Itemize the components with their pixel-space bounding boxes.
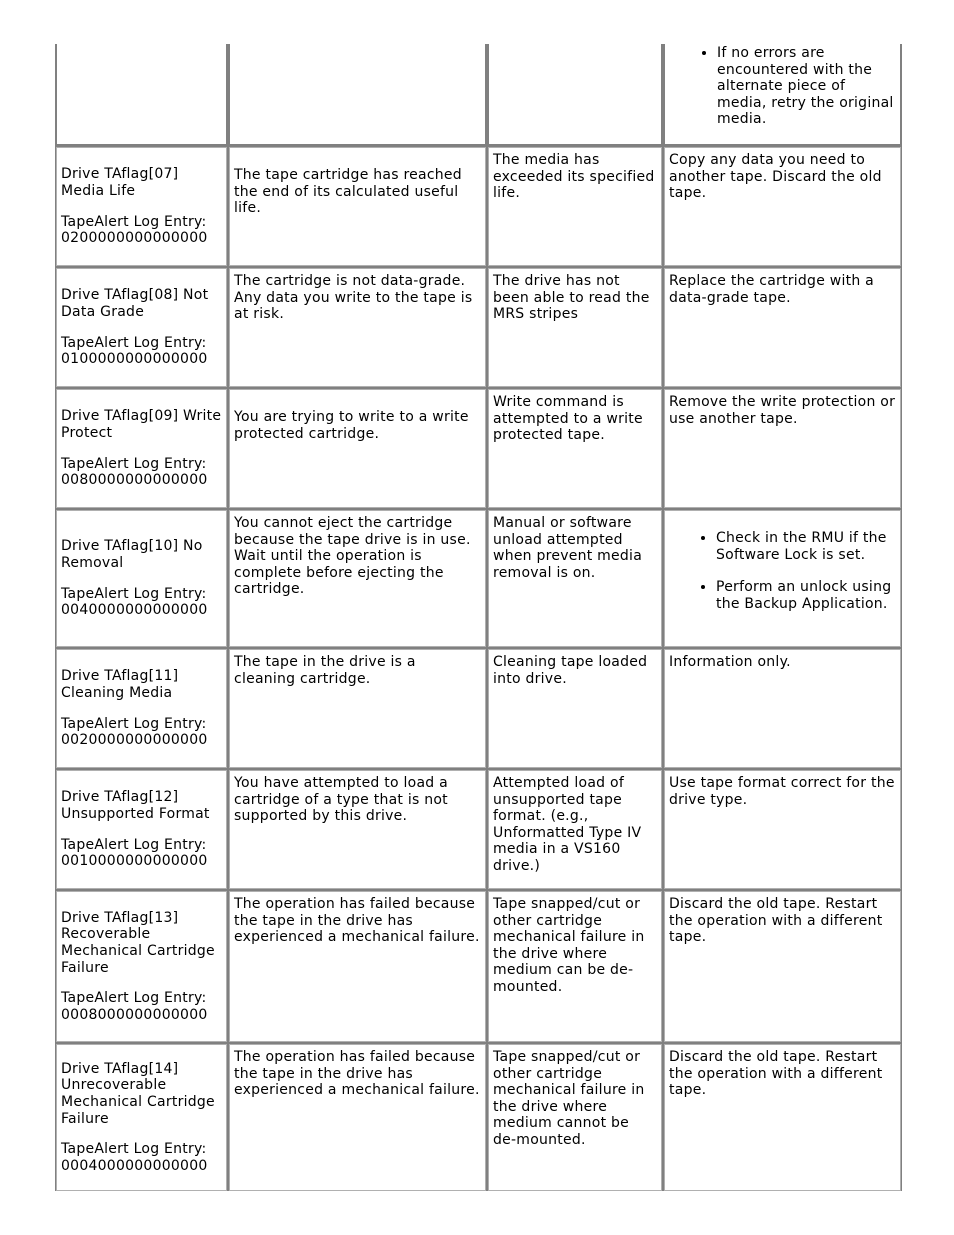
action-cell <box>663 890 902 1043</box>
drive-flag-cell <box>55 388 228 509</box>
table-row <box>55 44 902 146</box>
log-entry-label: TapeAlert Log Entry: <box>61 213 207 230</box>
action-text: Use tape format correct for the drive type. <box>669 775 895 808</box>
description-cell <box>228 44 487 146</box>
action-text: Replace the cartridge with a data-grade tape. <box>669 273 874 306</box>
description-cell <box>228 648 487 769</box>
cause-cell <box>487 146 663 267</box>
cause-text: Tape snapped/cut or other cartridge mechanical failure in the drive where medium can be de-mounted. <box>493 896 645 995</box>
drive-flag-name: Drive TAflag[11] Cleaning Media <box>61 668 179 701</box>
action-list-item: • If no errors are encountered with the alternate piece of media, retry the original media. <box>717 45 895 128</box>
log-entry-label: TapeAlert Log Entry: <box>61 990 207 1007</box>
cause-cell <box>487 648 663 769</box>
description-text: You have attempted to load a cartridge of a type that is not supported by this drive. <box>234 775 448 825</box>
action-text: Information only. <box>669 654 791 670</box>
drive-flag-cell <box>55 509 228 648</box>
cause-cell <box>487 267 663 388</box>
action-cell <box>663 388 902 509</box>
log-entry-value: 0020000000000000 <box>61 732 208 749</box>
table-row <box>55 890 902 1043</box>
description-text: The operation has failed because the tape in the drive has experienced a mechanical failure. <box>234 1049 480 1099</box>
table-row <box>55 509 902 648</box>
cause-text: Manual or software unload attempted when prevent media removal is on. <box>493 515 643 581</box>
drive-flag-name: Drive TAflag[08] Not Data Grade <box>61 287 209 320</box>
drive-flag-cell <box>55 648 228 769</box>
cause-cell <box>487 890 663 1043</box>
cause-text: The media has exceeded its specified life. <box>493 152 655 202</box>
log-entry-value: 0008000000000000 <box>61 1006 208 1023</box>
cause-text: Write command is attempted to a write protected tape. <box>493 394 643 444</box>
log-entry-label: TapeAlert Log Entry: <box>61 715 207 732</box>
log-entry-value: 0100000000000000 <box>61 351 208 368</box>
drive-flag-name: Drive TAflag[14] Unrecoverable Mechanical Cartridge Failure <box>61 1060 215 1127</box>
log-entry-value: 0200000000000000 <box>61 230 208 247</box>
drive-flag-cell <box>55 769 228 890</box>
action-cell <box>663 44 902 146</box>
drive-flag-cell <box>55 44 228 146</box>
drive-flag-name: Drive TAflag[12] Unsupported Format <box>61 789 210 822</box>
description-text: The operation has failed because the tape in the drive has experienced a mechanical failure. <box>234 896 480 946</box>
table-row <box>55 267 902 388</box>
drive-flag-name: Drive TAflag[09] Write Protect <box>61 408 222 441</box>
cause-text: Attempted load of unsupported tape format. (e.g., Unformatted Type IV media in a VS160 drive.) <box>493 775 642 874</box>
description-text: The tape in the drive is a cleaning cartridge. <box>234 654 416 687</box>
log-entry-label: TapeAlert Log Entry: <box>61 334 207 351</box>
table-row <box>55 388 902 509</box>
description-cell <box>228 890 487 1043</box>
action-list <box>670 45 895 128</box>
action-cell <box>663 1043 902 1191</box>
action-cell <box>663 509 902 648</box>
cause-cell <box>487 44 663 146</box>
table-row <box>55 769 902 890</box>
description-text: The tape cartridge has reached the end of its calculated useful life. <box>234 167 462 217</box>
log-entry-value: 0010000000000000 <box>61 853 208 870</box>
log-entry-label: TapeAlert Log Entry: <box>61 836 207 853</box>
table-row <box>55 1043 902 1191</box>
description-cell <box>228 146 487 267</box>
tapealert-table <box>55 44 902 1191</box>
action-list-item: • Perform an unlock using the Backup Application. <box>716 579 896 612</box>
table-row <box>55 146 902 267</box>
cause-text: Tape snapped/cut or other cartridge mechanical failure in the drive where medium cannot be de-mounted. <box>493 1049 645 1148</box>
log-entry-label: TapeAlert Log Entry: <box>61 585 207 602</box>
log-entry-label: TapeAlert Log Entry: <box>61 455 207 472</box>
drive-flag-name: Drive TAflag[10] No Removal <box>61 538 203 571</box>
action-cell <box>663 146 902 267</box>
drive-flag-cell <box>55 267 228 388</box>
description-cell <box>228 769 487 890</box>
cause-text: The drive has not been able to read the MRS stripes <box>493 273 650 323</box>
log-entry-label: TapeAlert Log Entry: <box>61 1141 207 1158</box>
action-text: Remove the write protection or use another tape. <box>669 394 896 427</box>
action-text: Discard the old tape. Restart the operation with a different tape. <box>669 896 883 946</box>
action-text: Copy any data you need to another tape. Discard the old tape. <box>669 152 882 202</box>
cause-cell <box>487 509 663 648</box>
drive-flag-cell <box>55 1043 228 1191</box>
description-text: You are trying to write to a write protected cartridge. <box>234 409 469 442</box>
drive-flag-name: Drive TAflag[07] Media Life <box>61 166 179 199</box>
drive-flag-cell <box>55 890 228 1043</box>
action-list-item: • Check in the RMU if the Software Lock is set. <box>716 530 896 563</box>
action-cell <box>663 267 902 388</box>
log-entry-value: 0040000000000000 <box>61 602 208 619</box>
log-entry-value: 0080000000000000 <box>61 472 208 489</box>
cause-text: Cleaning tape loaded into drive. <box>493 654 648 687</box>
cause-cell <box>487 388 663 509</box>
description-text: The cartridge is not data-grade. Any data you write to the tape is at risk. <box>234 273 473 323</box>
drive-flag-cell <box>55 146 228 267</box>
cause-cell <box>487 1043 663 1191</box>
description-cell <box>228 1043 487 1191</box>
description-cell <box>228 267 487 388</box>
log-entry-value: 0004000000000000 <box>61 1157 208 1174</box>
action-cell <box>663 648 902 769</box>
drive-flag-name: Drive TAflag[13] Recoverable Mechanical Cartridge Failure <box>61 909 215 976</box>
cause-cell <box>487 769 663 890</box>
description-cell <box>228 388 487 509</box>
description-cell <box>228 509 487 648</box>
description-text: You cannot eject the cartridge because the tape drive is in use. Wait until the operation is complete before ejecting the cartridge. <box>234 515 471 598</box>
action-cell <box>663 769 902 890</box>
table-row <box>55 648 902 769</box>
action-text: Discard the old tape. Restart the operation with a different tape. <box>669 1049 883 1099</box>
action-list <box>669 530 896 612</box>
